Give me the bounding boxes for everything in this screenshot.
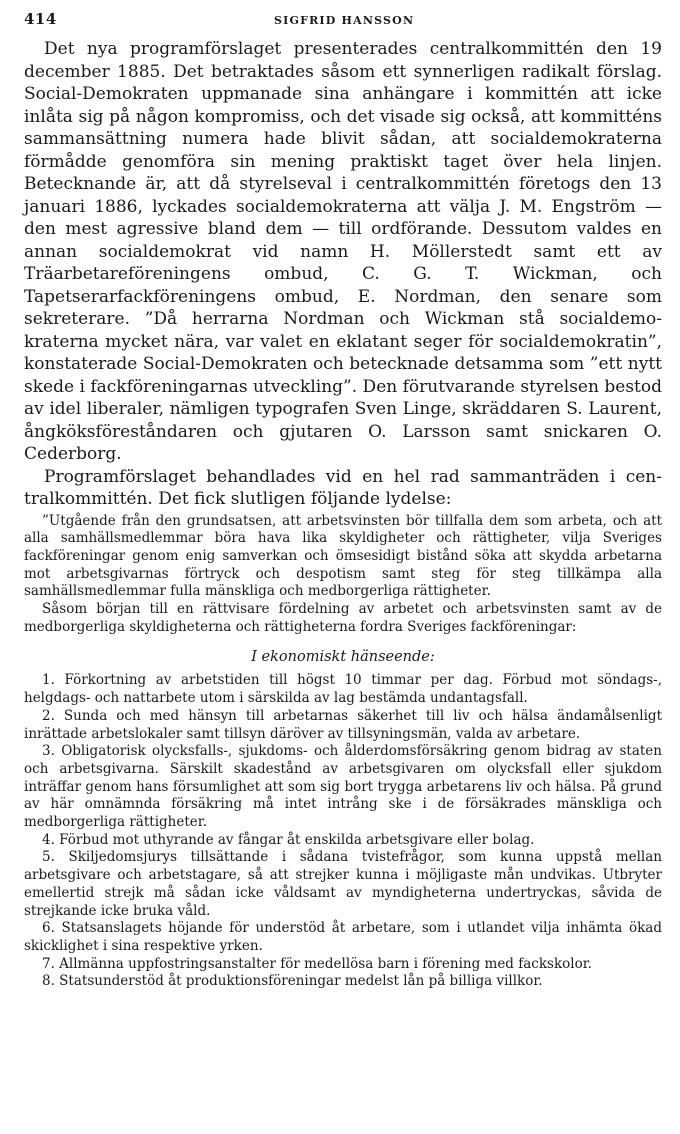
list-item: 5. Skiljedomsjurys tillsättande i sådana tvistefrågor, som kunna uppstå mellan arbetsgivare och arbetstagare, så att strejker kunna i möjligaste mån undvikas. Utbryter emellertid strejk må sådan icke våldsamt av myndigheterna undertryckas, såvida de strejkande icke bruka våld.: [24, 849, 662, 919]
list-item: 2. Sunda och med hänsyn till arbetarnas säkerhet till liv och hälsa ändamålsenligt inrättade arbetslokaler samt tillsyn däröver av tillsyningsmän, valda av arbetare.: [24, 707, 662, 742]
paragraph: Det nya programförslaget presenterades centralkommittén den 19 december 1885. Det betraktades såsom ett synnerligen radikalt förslag. Social-Demokraten uppmanade sina anhängare i kommittén att icke inlåta sig på någon kompromiss, och det visade sig också, att kommitténs sammansättning numera hade blivit sådan, att socialdemokraterna förmådde genomföra sin mening praktiskt taget över hela linjen. Betecknande är, att då styrelseval i centralkommittén företogs den 13 januari 1886, lyckades socialdemokraterna att välja J. M. Engström — den mest agressive bland dem — till ordförande. Dessutom valdes en annan socialdemokrat vid namn H. Möllerstedt samt ett av Träarbetareföreningens ombud, C. G. T. Wickman, och Tapetserarfackföreningens ombud, E. Nordman, den senare som sekreterare. ”Då herrarna Nordman och Wickman stå socialdemokraterna mycket nära, var valet en eklatant seger för socialdemokratin”, konstaterade Social-Demokraten och betecknade detsamma som ”ett nytt skede i fackföreningarnas utveckling”. Den förutvarande styrelsen bestod av idel liberaler, nämligen typografen Sven Linge, skräddaren S. Laurent, ångköksföreståndaren och gjutaren O. Larsson samt snickaren O. Cederborg.: [24, 39, 662, 464]
program-list: [24, 672, 662, 991]
page-header: [24, 10, 662, 38]
quote-intro: ”Utgående från den grundsatsen, att arbetsvinsten bör tillfalla dem som arbeta, och att alla samhällsmedlemmar böra hava lika skyldigheter och rättigheter, vilja Sveriges fackföreningar genom enig samverkan och ömsesidigt bistånd söka att skydda arbetarna mot arbetsgivarnas förtryck och despotism samt steg för steg tillkämpa alla samhällsmedlemmar fulla mänskliga och medborgerliga rättigheter.: [24, 512, 662, 600]
list-item: 8. Statsunderstöd åt produktionsföreningar medelst lån på billiga villkor.: [42, 973, 543, 990]
body-text: [24, 38, 662, 511]
list-item: 7. Allmänna uppfostringsanstalter för medellösa barn i förening med fackskolor.: [42, 955, 592, 972]
list-item: 3. Obligatorisk olycksfalls-, sjukdoms- och ålderdomsförsäkring genom bidrag av staten och arbetsgivarna. Särskilt skadestånd av arbetsgivaren om olycksfall eller sjukdom inträffar genom hans försumlighet att som sig bort trygga arbetarens liv och hälsa. På grund av här omnämnda försäkring må intet intrång ske i de försäkrades mänskliga och medborgerliga rättigheter.: [24, 743, 662, 831]
section-heading: I ekonomiskt hänseende:: [251, 649, 435, 666]
page-number: 414: [24, 10, 57, 28]
paragraph: Programförslaget behandlades vid en hel rad sammanträden i centralkommittén. Det fick slutligen följande lydelse:: [24, 466, 662, 509]
quoted-program: [24, 513, 662, 992]
page: [24, 10, 662, 991]
list-item: 6. Statsanslagets höjande för understöd åt arbetare, som i utlandet vilja inhämta ökad skicklighet i sina respektive yrken.: [24, 920, 662, 954]
running-title: SIGFRID HANSSON: [274, 14, 415, 27]
quote-second: Såsom början till en rättvisare fördelning av arbetet och arbetsvinsten samt av de medborgerliga skyldigheterna och rättigheterna fordra Sveriges fackföreningar:: [24, 601, 662, 635]
list-item: 1. Förkortning av arbetstiden till högst 10 timmar per dag. Förbud mot söndags-, helgdags- och nattarbete utom i särskilda av lag bestämda undantagsfall.: [24, 672, 662, 707]
list-item: 4. Förbud mot uthyrande av fångar åt enskilda arbetsgivare eller bolag.: [42, 831, 535, 848]
